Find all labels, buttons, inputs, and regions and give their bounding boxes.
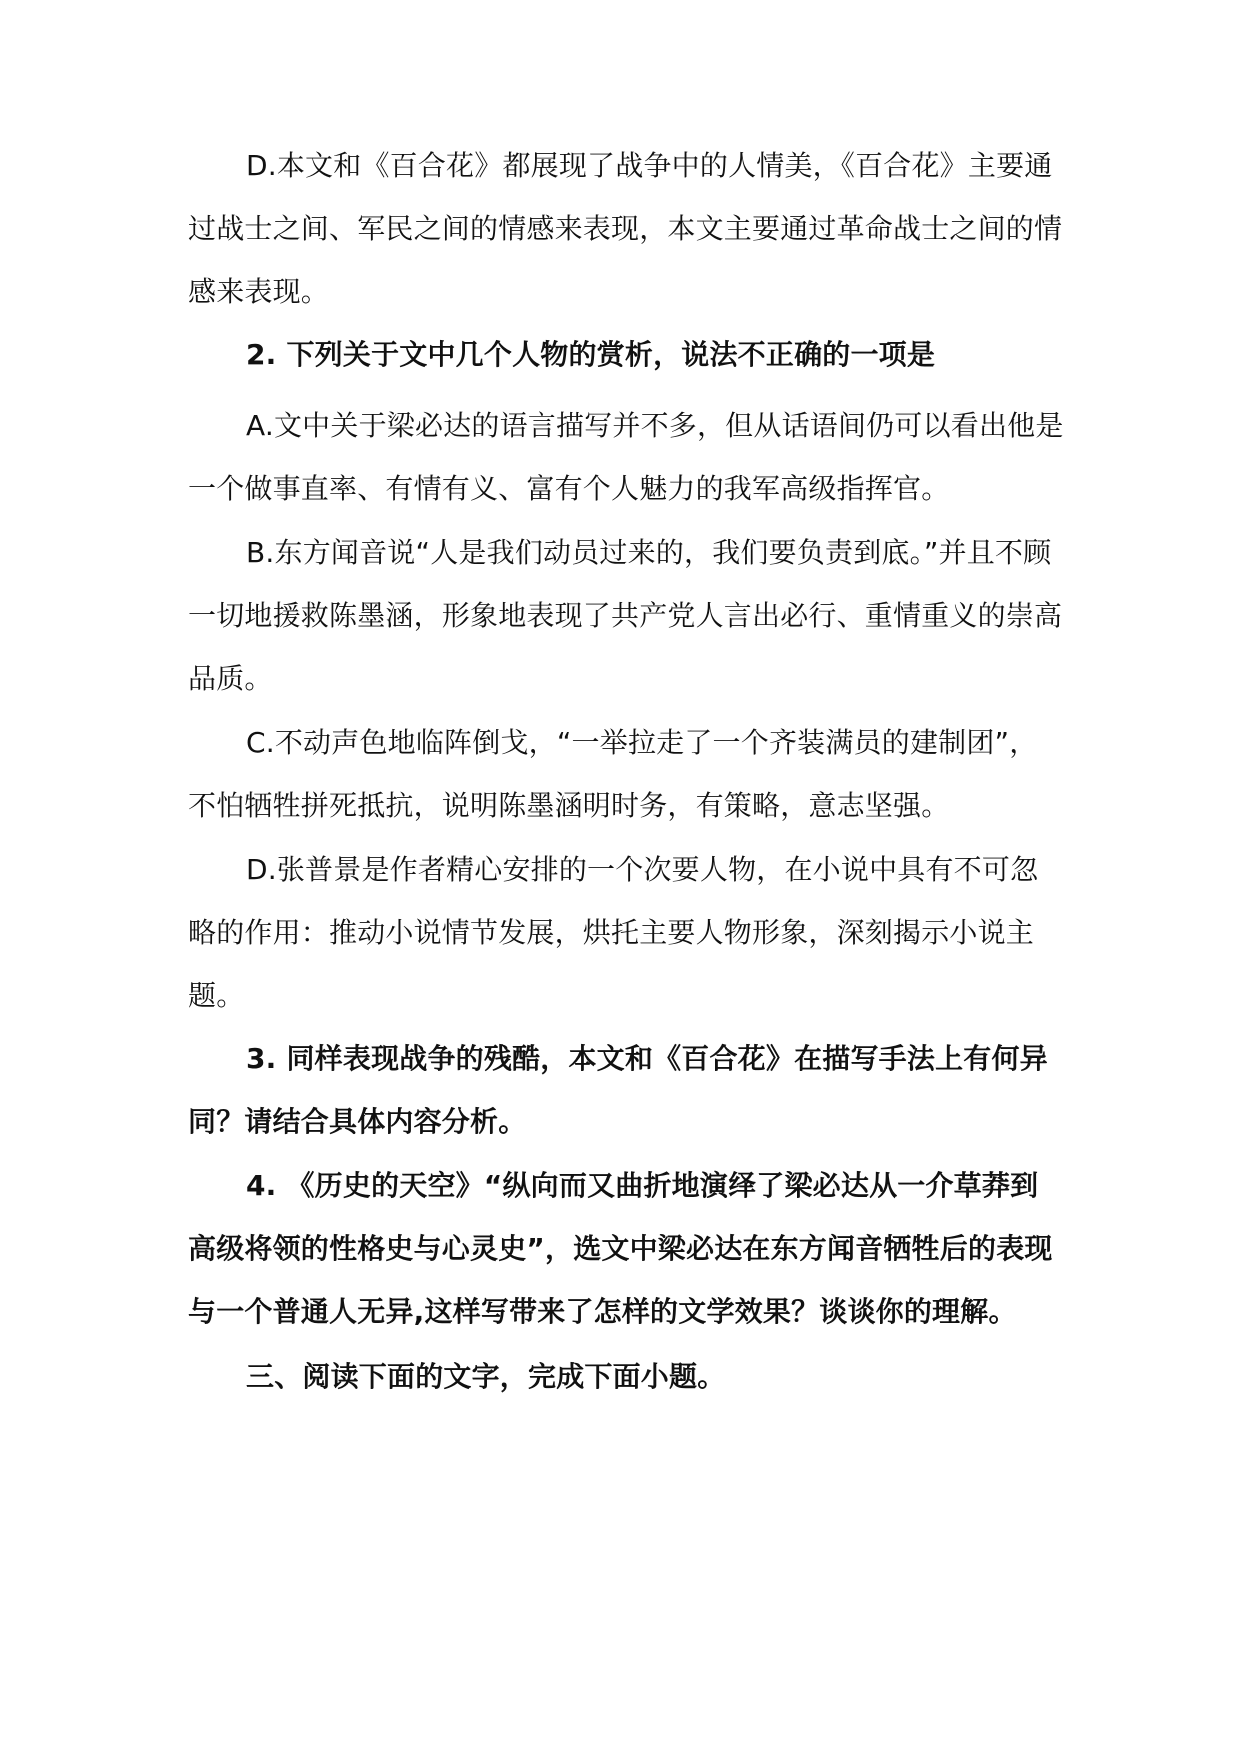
option-c-paragraph: C.不动声色地临阵倒戈，“一举拉走了一个齐装满员的建制团”，不怕牺牲拼死抵抗，说明陈墨涵明时务，有策略，意志坚强。 xyxy=(188,726,1038,822)
section-3-heading: 三、阅读下面的文字，完成下面小题。 xyxy=(246,1360,726,1393)
option-d-paragraph: D.本文和《百合花》都展现了战争中的人情美，《百合花》主要通过战士之间、军民之间的情感来表现，本文主要通过革命战士之间的情感来表现。 xyxy=(188,149,1063,308)
option-b-paragraph: B.东方闻音说“人是我们动员过来的，我们要负责到底。”并且不顾一切地援救陈墨涵，形象地表现了共产党人言出必行、重情重义的崇高品质。 xyxy=(188,536,1063,695)
question-2-heading: 2. 下列关于文中几个人物的赏析，说法不正确的一项是 xyxy=(246,338,936,371)
option-a-paragraph: A.文中关于梁必达的语言描写并不多，但从话语间仍可以看出他是一个做事直率、有情有义、富有个人魅力的我军高级指挥官。 xyxy=(188,409,1064,505)
option-d2-paragraph: D.张普景是作者精心安排的一个次要人物，在小说中具有不可忽略的作用：推动小说情节发展，烘托主要人物形象，深刻揭示小说主题。 xyxy=(188,853,1039,1012)
question-3-heading: 3. 同样表现战争的残酷，本文和《百合花》在描写手法上有何异同？请结合具体内容分析。 xyxy=(188,1042,1048,1138)
question-4-heading: 4. 《历史的天空》“纵向而又曲折地演绎了梁必达从一介草莽到高级将领的性格史与心灵史”，选文中梁必达在东方闻音牺牲后的表现与一个普通人无异,这样写带来了怎样的文学效果？谈谈你的理解。 xyxy=(188,1169,1053,1328)
